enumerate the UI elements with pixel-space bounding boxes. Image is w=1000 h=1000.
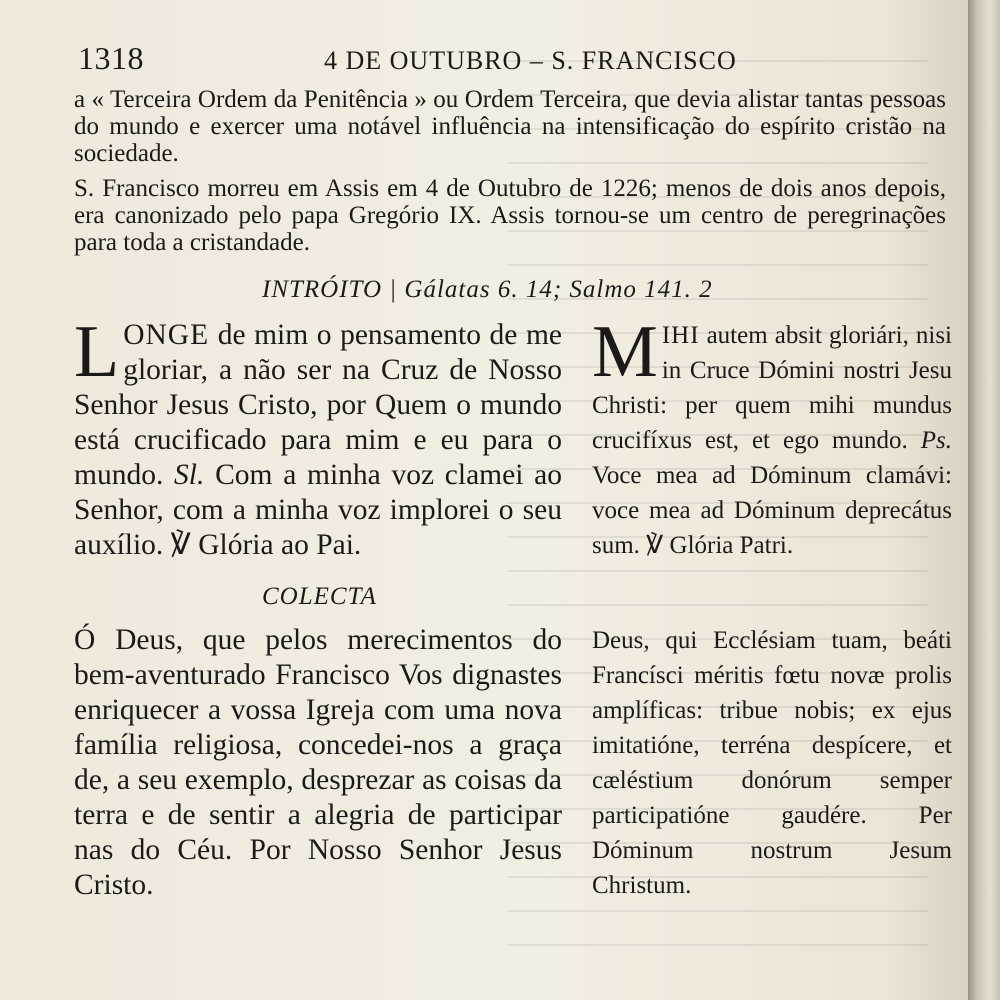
introit-la-psalm-text: Voce mea ad Dóminum clamávi: voce mea ad Dóminum deprecátus sum. ℣ Glória Patri. <box>592 462 952 559</box>
running-head <box>74 36 954 86</box>
collect-columns <box>74 623 954 903</box>
introit-la-dropcap: M <box>592 311 658 393</box>
book-gutter <box>968 0 1000 1000</box>
page-number: 1318 <box>78 40 144 76</box>
collect-heading: COLECTA <box>262 583 377 610</box>
introit-latin-column <box>592 311 952 563</box>
introit-columns <box>74 311 954 563</box>
introit-heading: INTRÓITO | Gálatas 6. 14; Salmo 141. 2 <box>262 276 713 303</box>
intro-paragraph-2: S. Francisco morreu em Assis em 4 de Outubro de 1226; menos de dois anos depois, era canonizado pelo papa Gregório IX. Assis tornou-se um centro de peregrinações para toda a cristandade. <box>74 175 946 256</box>
introit-latin-text <box>592 311 952 563</box>
collect-latin-text: Deus, qui Ecclésiam tuam, beáti Francísci méritis fœtu novæ prolis amplíficas: tribue nobis; ex ejus imitatióne, terréna despícere, et cæléstium donórum semper participatióne gaudére. Per Dóminum nostrum Jesum Christum. <box>592 627 952 899</box>
introit-pt-first-word: ONGE <box>123 319 210 351</box>
introit-pt-dropcap: L <box>74 311 120 393</box>
introit-pt-body: de mim o pensamento de me gloriar, a não ser na Cruz de Nosso Senhor Jesus Cristo, por Quem o mundo está crucificado para mim e eu para o mundo. <box>74 319 562 491</box>
page-content <box>74 36 954 903</box>
introit-la-body: autem absit gloriári, nisi in Cruce Dómini nostri Jesu Christi: per quem mihi mundus crucifíxus est, et ego mundo. <box>592 322 952 454</box>
introit-portuguese-text <box>74 311 562 563</box>
intro-paragraph-1: a « Terceira Ordem da Penitência » ou Ordem Terceira, que devia alistar tantas pessoas do mundo e exercer uma notável influência na intensificação do espírito cristão na sociedade. <box>74 86 946 167</box>
collect-latin-column <box>592 623 952 903</box>
introit-pt-psalm-text: Com a minha voz clamei ao Senhor, com a minha voz implorei o seu auxílio. ℣ Glória ao Pai. <box>74 459 562 561</box>
introit-la-psalm-marker: Ps. <box>920 427 952 454</box>
introit-portuguese-column <box>74 311 562 563</box>
running-title: 4 DE OUTUBRO – S. FRANCISCO <box>324 46 737 75</box>
introit-la-first-word: IHI <box>661 322 700 349</box>
collect-portuguese-column <box>74 623 562 903</box>
collect-portuguese-text: Ó Deus, que pelos merecimentos do bem-aventurado Francisco Vos dignastes enriquecer a vossa Igreja com uma nova família religiosa, concedei-nos a graça de, a seu exemplo, desprezar as coisas da terra e de sentir a alegria de participar nas do Céu. Por Nosso Senhor Jesus Cristo. <box>74 624 562 901</box>
introit-pt-psalm-marker: Sl. <box>174 459 205 491</box>
